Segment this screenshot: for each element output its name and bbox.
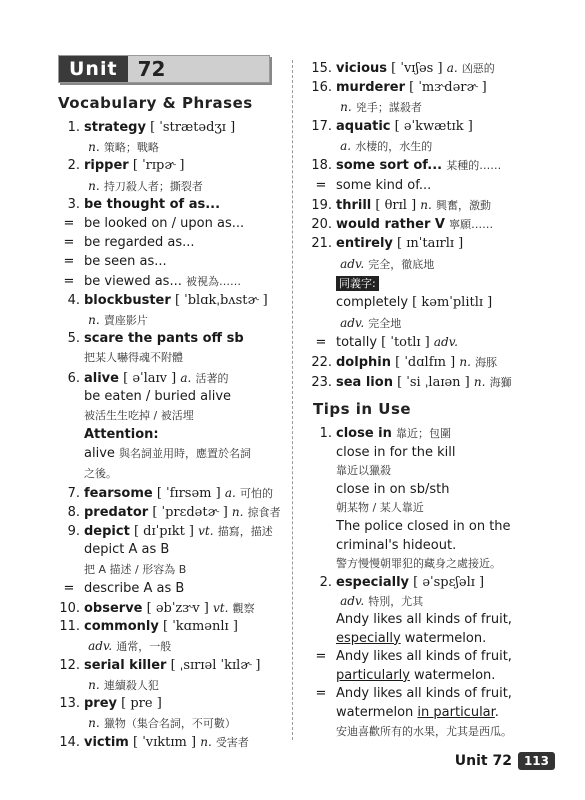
term: dolphin (336, 355, 391, 370)
list-item (310, 705, 499, 721)
list-item (58, 658, 260, 674)
list-item (310, 575, 484, 591)
phonetic: [ θrɪl ] (375, 198, 417, 214)
list-item (58, 523, 273, 540)
list-item (58, 715, 236, 732)
attention-label: Attention: (84, 427, 159, 443)
phrase: Andy likes all kinds of fruit, (336, 649, 512, 665)
list-item (58, 139, 159, 156)
term: scare the pants off sb (84, 331, 244, 347)
list-item (310, 158, 501, 174)
term: entirely (336, 236, 393, 252)
phonetic: [ ˈvɪʃəs ] (391, 61, 443, 76)
part-of-speech: n. (459, 355, 471, 369)
item-number: 11. (59, 619, 80, 635)
tips-title: Tips in Use (313, 400, 412, 418)
phrase: totally (336, 335, 378, 351)
list-item (310, 500, 424, 516)
phrase: close in for the kill (336, 444, 456, 460)
part-of-speech: a. (180, 370, 192, 385)
item-number: 19. (311, 198, 332, 214)
chinese-gloss: 靠近；包圍 (396, 427, 452, 440)
footer-unit: Unit 72 (454, 753, 512, 769)
item-number: = (315, 649, 327, 665)
list-item (310, 295, 492, 311)
phrase: Andy likes all kinds of fruit, (336, 686, 512, 702)
list-item (58, 254, 167, 270)
part-of-speech: vt. (213, 601, 229, 615)
list-item (58, 581, 184, 597)
list-item (310, 178, 431, 194)
chinese-gloss: 寧願…… (449, 217, 494, 231)
phonetic: [ dɪˈpɪkt ] (133, 524, 194, 540)
phrase: depict A as B (84, 542, 170, 558)
item-number: 4. (67, 292, 80, 308)
list-item (58, 158, 185, 174)
chinese-gloss: 安迪喜歡所有的水果，尤其是西瓜。 (336, 724, 512, 738)
list-item (310, 593, 423, 610)
phrase: some kind of... (336, 177, 432, 193)
phrase: be seen as... (84, 254, 167, 270)
list-item (310, 256, 434, 273)
part-of-speech: n. (473, 374, 486, 389)
list-item (310, 445, 455, 461)
list-item (310, 217, 493, 233)
list-item (58, 178, 203, 195)
list-item (58, 677, 159, 694)
phonetic: [ ˈprɛdətɚ ] (152, 505, 228, 520)
phonetic: [ ɪnˈtaɪrlɪ ] (397, 236, 464, 252)
list-item (310, 519, 511, 535)
item-number: = (63, 235, 75, 251)
phrase: The police closed in on the (336, 519, 511, 534)
part-of-speech: adv. (433, 335, 458, 350)
term: ripper (84, 158, 129, 174)
list-item (310, 138, 432, 155)
item-number: 14. (59, 735, 80, 751)
item-number: 2. (67, 158, 80, 174)
phrase: Andy likes all kinds of fruit, (336, 612, 512, 627)
page-footer (455, 752, 555, 770)
chinese-gloss: 把某人嚇得魂不附體 (84, 351, 183, 365)
item-number: 13. (59, 696, 80, 711)
phonetic: [ ˈkɑmənlɪ ] (163, 619, 238, 635)
chinese-gloss: 凶惡的 (461, 62, 495, 75)
list-item (58, 600, 255, 617)
phonetic: [ ˈdɑlfɪn ] (395, 355, 456, 370)
chinese-gloss: 警方慢慢朝罪犯的藏身之處接近。 (336, 557, 501, 571)
phonetic: [ ˈsi ˌlaɪən ] (397, 374, 470, 390)
chinese-gloss: 海獅 (489, 375, 512, 389)
chinese-gloss: 興奮，激動 (435, 199, 491, 213)
unit-badge (58, 55, 270, 83)
term: depict (84, 524, 130, 540)
chinese-gloss: 朝某物 / 某人靠近 (336, 501, 424, 515)
chinese-gloss: 連續殺人犯 (103, 678, 159, 692)
chinese-gloss: 被視為…… (185, 274, 241, 288)
part-of-speech: vt. (198, 524, 214, 539)
phonetic: [ əˈlaɪv ] (123, 370, 177, 386)
term: thrill (336, 198, 372, 214)
underlined-word: especially (336, 630, 401, 646)
term: blockbuster (84, 292, 171, 308)
list-item (310, 374, 512, 391)
list-item (310, 612, 512, 628)
phrase: alive (84, 446, 115, 462)
part-of-speech: n. (88, 313, 100, 327)
chinese-gloss: 可怕的 (239, 486, 273, 500)
list-item (310, 686, 512, 702)
phonetic: [ ˈblɑkˌbʌstɚ ] (174, 292, 268, 308)
item-number: = (63, 273, 75, 289)
term: close in (336, 426, 392, 441)
term: serial killer (84, 657, 167, 673)
item-number: 10. (59, 601, 80, 616)
chinese-gloss: 完全地 (368, 316, 402, 330)
chinese-gloss: 觀察 (232, 602, 255, 615)
part-of-speech: n. (200, 735, 212, 750)
chinese-gloss: 某種的…… (446, 159, 502, 172)
list-item (58, 350, 183, 366)
phonetic: [ ˈstrætədʒɪ ] (150, 120, 236, 135)
phonetic: [ ˈmɝdərɚ ] (409, 79, 487, 95)
list-item (310, 276, 379, 292)
item-number: 1. (319, 426, 332, 441)
phrase: . (494, 705, 499, 720)
chinese-gloss: 特別，尤其 (368, 595, 424, 609)
phrase: be regarded as... (84, 235, 195, 251)
phonetic: [ ˌsɪrɪəl ˈkɪlɚ ] (170, 657, 261, 673)
phonetic: [ pre ] (121, 696, 162, 711)
part-of-speech: n. (340, 100, 352, 115)
list-item (58, 446, 251, 462)
list-item (310, 315, 401, 332)
chinese-gloss: 兇手；謀殺者 (355, 101, 422, 115)
item-number: = (63, 580, 75, 596)
part-of-speech: adv. (88, 639, 113, 654)
part-of-speech: a. (340, 139, 352, 154)
chinese-gloss: 掠食者 (247, 506, 281, 519)
part-of-speech: adv. (340, 257, 365, 271)
term: commonly (84, 619, 159, 635)
item-number: 12. (59, 657, 80, 673)
item-number: = (315, 686, 327, 702)
item-number: = (63, 254, 75, 270)
phonetic: [ ˈtotlɪ ] (381, 335, 430, 351)
term: observe (84, 601, 143, 616)
list-item (310, 197, 491, 214)
list-item (310, 426, 451, 442)
list-item (58, 638, 171, 655)
list-item (58, 235, 195, 251)
chinese-gloss: 獵物（集合名詞，不可數） (103, 717, 236, 731)
synonym-tag: 同義字: (336, 276, 379, 291)
phonetic: [ əˈkwætɪk ] (394, 118, 473, 134)
list-item (58, 197, 220, 213)
list-item (310, 80, 487, 96)
list-item (310, 236, 463, 252)
part-of-speech: adv. (340, 315, 365, 330)
term: vicious (336, 61, 388, 76)
item-number: 22. (311, 355, 332, 370)
list-item (58, 734, 249, 751)
term: fearsome (84, 485, 153, 501)
chinese-gloss: 賣座影片 (103, 314, 148, 327)
part-of-speech: n. (88, 716, 100, 731)
list-item (58, 504, 281, 521)
item-number: 6. (67, 370, 80, 386)
chinese-gloss: 完全，徹底地 (368, 258, 435, 271)
term: sea lion (336, 374, 393, 390)
column-divider (292, 60, 293, 740)
phrase: watermelon (336, 705, 418, 720)
list-item (310, 556, 501, 572)
part-of-speech: n. (88, 140, 100, 155)
item-number: 5. (67, 331, 80, 347)
chinese-gloss: 水棲的，水生的 (355, 140, 433, 154)
chinese-gloss: 持刀殺人者；撕裂者 (103, 179, 203, 193)
chinese-gloss: 活著的 (195, 371, 229, 385)
term: some sort of... (336, 158, 443, 173)
list-item (58, 331, 244, 347)
item-number: = (315, 177, 327, 193)
chinese-gloss: 之後。 (84, 466, 117, 480)
item-number: = (315, 335, 327, 351)
item-number: 8. (67, 505, 80, 520)
underlined-word: in particular (417, 705, 495, 720)
part-of-speech: a. (224, 485, 236, 500)
part-of-speech: n. (420, 198, 432, 213)
chinese-gloss: 把 A 描述 / 形容為 B (84, 562, 187, 576)
unit-label: Unit (59, 56, 128, 82)
chinese-gloss: 被活生生吃掉 / 被活埋 (84, 409, 194, 422)
list-item (310, 538, 456, 554)
item-number: 7. (67, 485, 80, 501)
item-number: 16. (311, 79, 332, 95)
part-of-speech: n. (231, 505, 244, 519)
list-item (58, 466, 117, 482)
term: predator (84, 505, 149, 520)
item-number: 3. (67, 196, 80, 212)
unit-number: 72 (137, 57, 166, 81)
term: aquatic (336, 118, 391, 134)
phrase: close in on sb/sth (336, 481, 450, 497)
list-item (310, 60, 495, 77)
vocab-title: Vocabulary & Phrases (58, 94, 253, 112)
term: especially (336, 574, 409, 590)
item-number: 18. (311, 158, 332, 173)
list-item (310, 119, 473, 135)
list-item (58, 120, 235, 136)
list-item (58, 427, 159, 443)
list-item (58, 562, 186, 578)
phonetic: [ ˈfɪrsəm ] (156, 485, 221, 501)
list-item (58, 485, 273, 502)
page-number: 113 (518, 752, 555, 770)
list-item (58, 312, 148, 329)
phonetic: [ kəmˈplitlɪ ] (412, 295, 493, 311)
phrase: be eaten / buried alive (84, 388, 232, 404)
phonetic: [ ˈvɪktɪm ] (133, 735, 197, 751)
list-item (58, 293, 268, 309)
phonetic: [ əbˈzɝv ] (146, 601, 209, 616)
list-item (310, 463, 391, 479)
list-item (58, 389, 231, 405)
phrase: describe A as B (84, 580, 185, 596)
part-of-speech: n. (88, 178, 100, 193)
chinese-gloss: 靠近以獵殺 (336, 464, 391, 478)
list-item (310, 649, 512, 665)
underlined-word: particularly (336, 667, 410, 683)
chinese-gloss: 與名詞並用時，應置於名詞 (119, 447, 252, 461)
list-item (58, 216, 244, 232)
item-number: = (63, 216, 75, 231)
chinese-gloss: 海豚 (475, 356, 498, 369)
part-of-speech: a. (446, 61, 458, 75)
chinese-gloss: 描寫，描述 (217, 525, 273, 539)
chinese-gloss: 受害者 (215, 736, 249, 750)
list-item (310, 354, 497, 371)
term: alive (84, 370, 119, 386)
list-item (310, 631, 486, 647)
phrase: completely (336, 295, 409, 311)
phrase: watermelon. (400, 630, 487, 646)
term: victim (84, 735, 129, 751)
term: strategy (84, 120, 146, 135)
phrase: watermelon. (409, 667, 496, 683)
list-item (310, 99, 422, 116)
item-number: 23. (311, 374, 332, 390)
chinese-gloss: 通常，一般 (116, 640, 172, 654)
list-item (58, 408, 194, 424)
list-item (58, 619, 238, 635)
item-number: 17. (311, 118, 332, 134)
part-of-speech: n. (88, 677, 100, 692)
term: murderer (336, 79, 405, 95)
phrase: criminal's hideout. (336, 537, 457, 553)
chinese-gloss: 策略；戰略 (103, 141, 159, 155)
item-number: 9. (67, 524, 80, 540)
list-item (310, 482, 449, 498)
term: prey (84, 696, 118, 711)
list-item (58, 696, 162, 712)
item-number: 1. (67, 120, 80, 135)
item-number: 15. (311, 61, 332, 76)
item-number: 20. (311, 216, 332, 232)
phonetic: [ əˈspɛʃəlɪ ] (413, 574, 485, 590)
list-item (58, 370, 228, 387)
item-number: 21. (311, 236, 332, 252)
term: be thought of as... (84, 196, 221, 212)
phonetic: [ ˈrɪpɚ ] (132, 158, 185, 174)
phrase: be viewed as... (84, 273, 182, 289)
item-number: 2. (319, 574, 332, 590)
list-item (310, 668, 495, 684)
list-item (310, 724, 512, 740)
list-item (58, 274, 241, 290)
part-of-speech: adv. (340, 594, 365, 609)
phrase: be looked on / upon as... (84, 216, 245, 231)
list-item (58, 542, 169, 558)
list-item (310, 334, 458, 351)
term: would rather V (336, 216, 445, 232)
